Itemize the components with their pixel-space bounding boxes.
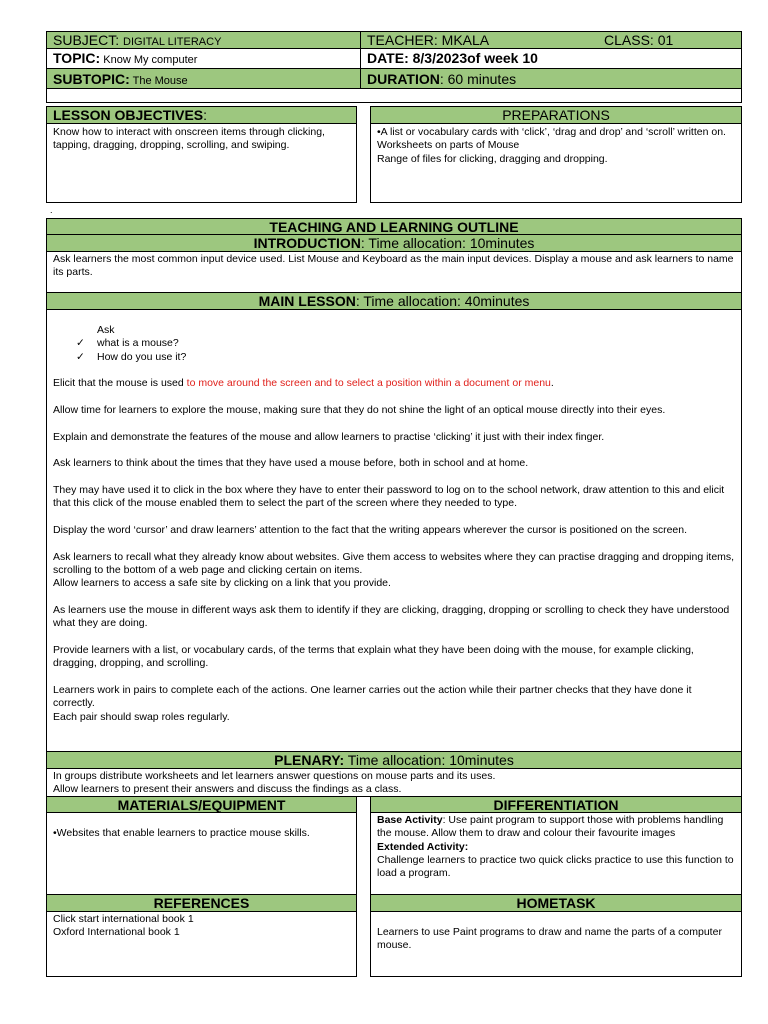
outline-title-text: TEACHING AND LEARNING OUTLINE (269, 219, 519, 235)
subject-value: DIGITAL LITERACY (123, 36, 222, 48)
question-item: ✓ what is a mouse? (76, 337, 179, 350)
duration-value: : 60 minutes (439, 71, 517, 87)
topic-value: Know My computer (100, 54, 198, 66)
preparations-item: Range of files for clicking, dragging and dropping. (377, 152, 608, 165)
lesson-paragraph: Provide learners with a list, or vocabulary cards, of the terms that explain what they have been doing with the mouse, for example clicking, dragging, dropping, and scrolling. (53, 643, 694, 670)
materials-text: •Websites that enable learners to practice mouse skills. (53, 827, 310, 839)
materials-body (46, 812, 357, 895)
header-spacer-row (46, 88, 742, 103)
subtopic-label: SUBTOPIC: (53, 71, 130, 87)
introduction-text: Ask learners the most common input device used. List Mouse and Keyboard as the main input devices. Display a mouse and ask learners to name its parts. (53, 253, 734, 279)
preparations-item: •A list or vocabulary cards with ‘click’, ‘drag and drop’ and ‘scroll’ written on. (377, 126, 726, 138)
subtopic-cell (46, 68, 361, 89)
lesson-paragraph: Allow time for learners to explore the mouse, making sure that they do not shine the light of an optical mouse directly into their eyes. (53, 403, 666, 416)
duration-cell (360, 68, 742, 89)
base-activity: Base Activity: Use paint program to support those with problems handling the mouse. Allow them to draw and colour their favourite images (377, 814, 724, 840)
date-cell (360, 48, 742, 69)
hometask-body (370, 911, 742, 977)
plenary-header (46, 751, 742, 769)
introduction-body (46, 251, 742, 293)
differentiation-body (370, 812, 742, 895)
checkmark-icon: ✓ (76, 350, 85, 363)
preparations-title-text: PREPARATIONS (502, 107, 610, 123)
websites-paragraph: Ask learners to recall what they already know about websites. Give them access to websites where they can practise dragging and dropping items, scrolling to the bottom of a web page and clicking certain on items. (53, 550, 735, 576)
reference-item: Click start international book 1 (53, 913, 194, 925)
preparations-item: Worksheets on parts of Mouse (377, 139, 520, 152)
introduction-header (46, 234, 742, 252)
differentiation-title (370, 796, 742, 813)
teacher-name: TEACHER: MKALA (367, 32, 490, 48)
plenary-text-2: Allow learners to present their answers and discuss the findings as a class. (53, 782, 402, 795)
objectives-title: LESSON OBJECTIVES: (46, 106, 357, 124)
objectives-text: Know how to interact with onscreen items through clicking, tapping, dragging, dropping, scrolling, and swiping. (53, 126, 325, 152)
subject-label: SUBJECT: (53, 32, 124, 48)
duration-label: DURATION (367, 71, 440, 87)
extended-activity-text: Challenge learners to practice two quick clicks practice to use this function to load a program. (377, 853, 734, 880)
references-title (46, 894, 357, 912)
preparations-title (370, 106, 742, 124)
objectives-body (46, 123, 357, 203)
websites-paragraph-2: Allow learners to access a safe site by clicking on a link that you provide. (53, 577, 391, 590)
stray-dot: . (50, 205, 53, 215)
main-lesson-label: MAIN LESSON (258, 293, 356, 309)
plenary-text: In groups distribute worksheets and let learners answer questions on mouse parts and its uses. (53, 770, 496, 782)
pairs-paragraph: Learners work in pairs to complete each of the actions. One learner carries out the action while their partner checks that they have done it correctly. (53, 683, 692, 710)
ask-prompt: Ask (97, 324, 115, 336)
hometask-text: Learners to use Paint programs to draw and name the parts of a computer mouse. (377, 926, 722, 952)
preparations-body (370, 123, 742, 203)
plenary-allocation: Time allocation: 10minutes (344, 752, 514, 768)
topic-label: TOPIC: (53, 50, 101, 66)
date-label: DATE: (367, 50, 409, 66)
question-item: ✓ How do you use it? (76, 350, 187, 363)
lesson-paragraph: Explain and demonstrate the features of the mouse and allow learners to practise ‘clicking’ it just with their index finger. (53, 430, 605, 443)
outline-title (46, 218, 742, 235)
date-value: 8/3/2023of week 10 (408, 50, 538, 66)
reference-item: Oxford International book 1 (53, 926, 180, 939)
checkmark-icon: ✓ (76, 337, 85, 350)
pairs-paragraph-2: Each pair should swap roles regularly. (53, 710, 230, 723)
lesson-paragraph: They may have used it to click in the box where they have to enter their password to log on to the school network, draw attention to this and elicit that this click of the mouse enabled them to select the part of the screen where they needed to type. (53, 484, 725, 510)
plenary-label: PLENARY: (274, 752, 345, 768)
lesson-paragraph: As learners use the mouse in different ways ask them to identify if they are clicking, dragging, dropping or scrolling to check they have understood what they are doing. (53, 603, 730, 630)
subtopic-value: The Mouse (129, 75, 188, 87)
lesson-paragraph: Ask learners to think about the times that they have used a mouse before, both in school and at home. (53, 457, 529, 470)
topic-cell (46, 48, 361, 69)
introduction-allocation: : Time allocation: 10minutes (360, 235, 535, 251)
plenary-body (46, 768, 742, 797)
lesson-paragraph: Display the word ‘cursor’ and draw learners’ attention to the fact that the writing appears wherever the cursor is positioned on the screen. (53, 524, 688, 537)
main-lesson-body (46, 309, 742, 752)
extended-activity-label: Extended Activity: (377, 840, 469, 853)
references-title-text: REFERENCES (153, 895, 250, 911)
introduction-label: INTRODUCTION (253, 235, 361, 251)
teacher-class-cell (360, 31, 742, 49)
hometask-title-text: HOMETASK (516, 895, 596, 911)
elicit-paragraph: Elicit that the mouse is used to move around the screen and to select a position within a document or menu. (53, 377, 554, 390)
subject-cell (46, 31, 361, 49)
hometask-title (370, 894, 742, 912)
differentiation-title-text: DIFFERENTIATION (493, 797, 619, 813)
class-number: CLASS: 01 (604, 32, 674, 48)
main-lesson-allocation: : Time allocation: 40minutes (355, 293, 530, 309)
materials-title-text: MATERIALS/EQUIPMENT (117, 797, 286, 813)
elicit-highlight: to move around the screen and to select a position within a document or menu (186, 377, 551, 390)
materials-title (46, 796, 357, 813)
references-body (46, 911, 357, 977)
objectives-title-text: LESSON OBJECTIVES (53, 107, 204, 123)
main-lesson-header (46, 292, 742, 310)
